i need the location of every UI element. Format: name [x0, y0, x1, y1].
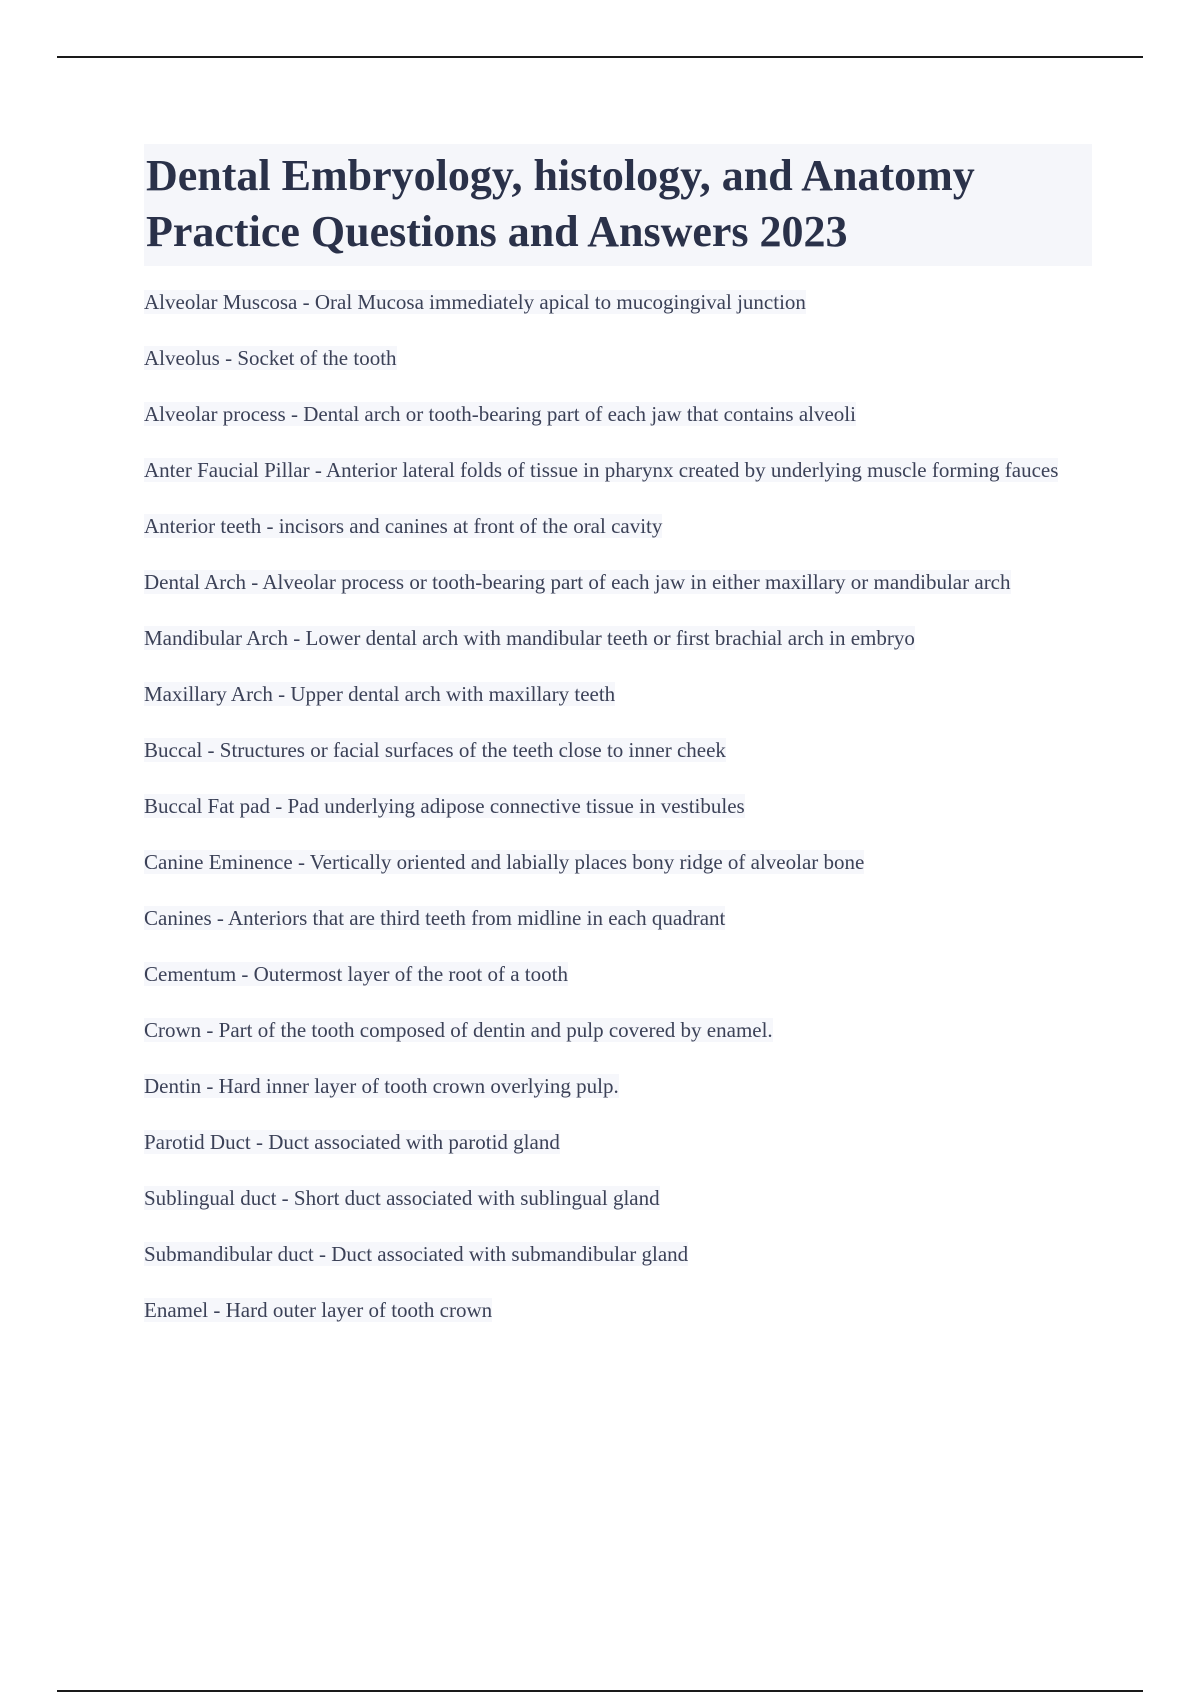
glossary-entry: [144, 289, 1092, 315]
glossary-entry: [144, 681, 1092, 707]
glossary-list: [144, 289, 1092, 1323]
entry-text: Dental Arch - Alveolar process or tooth-bearing part of each jaw in either maxillary or mandibular arch: [144, 570, 1011, 594]
entry-text: Enamel - Hard outer layer of tooth crown: [144, 1298, 493, 1322]
glossary-entry: [144, 1129, 1092, 1155]
entry-text: Cementum - Outermost layer of the root of a tooth: [144, 962, 568, 986]
glossary-entry: [144, 513, 1092, 539]
entry-text: Maxillary Arch - Upper dental arch with maxillary teeth: [144, 682, 616, 706]
glossary-entry: [144, 1297, 1092, 1323]
entry-text: Alveolar Muscosa - Oral Mucosa immediately apical to mucogingival junction: [144, 290, 806, 314]
entry-text: Anterior teeth - incisors and canines at front of the oral cavity: [144, 514, 663, 538]
entry-text: Submandibular duct - Duct associated with submandibular gland: [144, 1242, 689, 1266]
glossary-entry: [144, 849, 1092, 875]
glossary-entry: [144, 793, 1092, 819]
glossary-entry: [144, 401, 1092, 427]
entry-text: Anter Faucial Pillar - Anterior lateral folds of tissue in pharynx created by underlying muscle forming fauces: [144, 458, 1059, 482]
bottom-rule: [57, 1690, 1143, 1692]
document-body: [144, 144, 1092, 1353]
glossary-entry: [144, 625, 1092, 651]
title-line: Dental Embryology, histology, and Anatomy: [146, 151, 975, 200]
glossary-entry: [144, 1185, 1092, 1211]
glossary-entry: [144, 345, 1092, 371]
glossary-entry: [144, 1017, 1092, 1043]
entry-text: Crown - Part of the tooth composed of dentin and pulp covered by enamel.: [144, 1018, 773, 1042]
entry-text: Dentin - Hard inner layer of tooth crown overlying pulp.: [144, 1074, 619, 1098]
glossary-entry: [144, 961, 1092, 987]
entry-text: Buccal - Structures or facial surfaces of the teeth close to inner cheek: [144, 738, 726, 762]
entry-text: Canine Eminence - Vertically oriented and labially places bony ridge of alveolar bone: [144, 850, 865, 874]
glossary-entry: [144, 1073, 1092, 1099]
glossary-entry: [144, 1241, 1092, 1267]
document-title: [144, 144, 1092, 266]
glossary-entry: [144, 569, 1092, 595]
entry-text: Alveolus - Socket of the tooth: [144, 346, 397, 370]
glossary-entry: [144, 905, 1092, 931]
glossary-entry: [144, 737, 1092, 763]
entry-text: Alveolar process - Dental arch or tooth-bearing part of each jaw that contains alveoli: [144, 402, 856, 426]
entry-text: Mandibular Arch - Lower dental arch with mandibular teeth or first brachial arch in embryo: [144, 626, 915, 650]
top-rule: [57, 56, 1143, 58]
entry-text: Buccal Fat pad - Pad underlying adipose connective tissue in vestibules: [144, 794, 745, 818]
entry-text: Sublingual duct - Short duct associated with sublingual gland: [144, 1186, 660, 1210]
glossary-entry: [144, 457, 1092, 483]
entry-text: Canines - Anteriors that are third teeth from midline in each quadrant: [144, 906, 726, 930]
entry-text: Parotid Duct - Duct associated with parotid gland: [144, 1130, 560, 1154]
title-line: Practice Questions and Answers 2023: [146, 207, 848, 256]
